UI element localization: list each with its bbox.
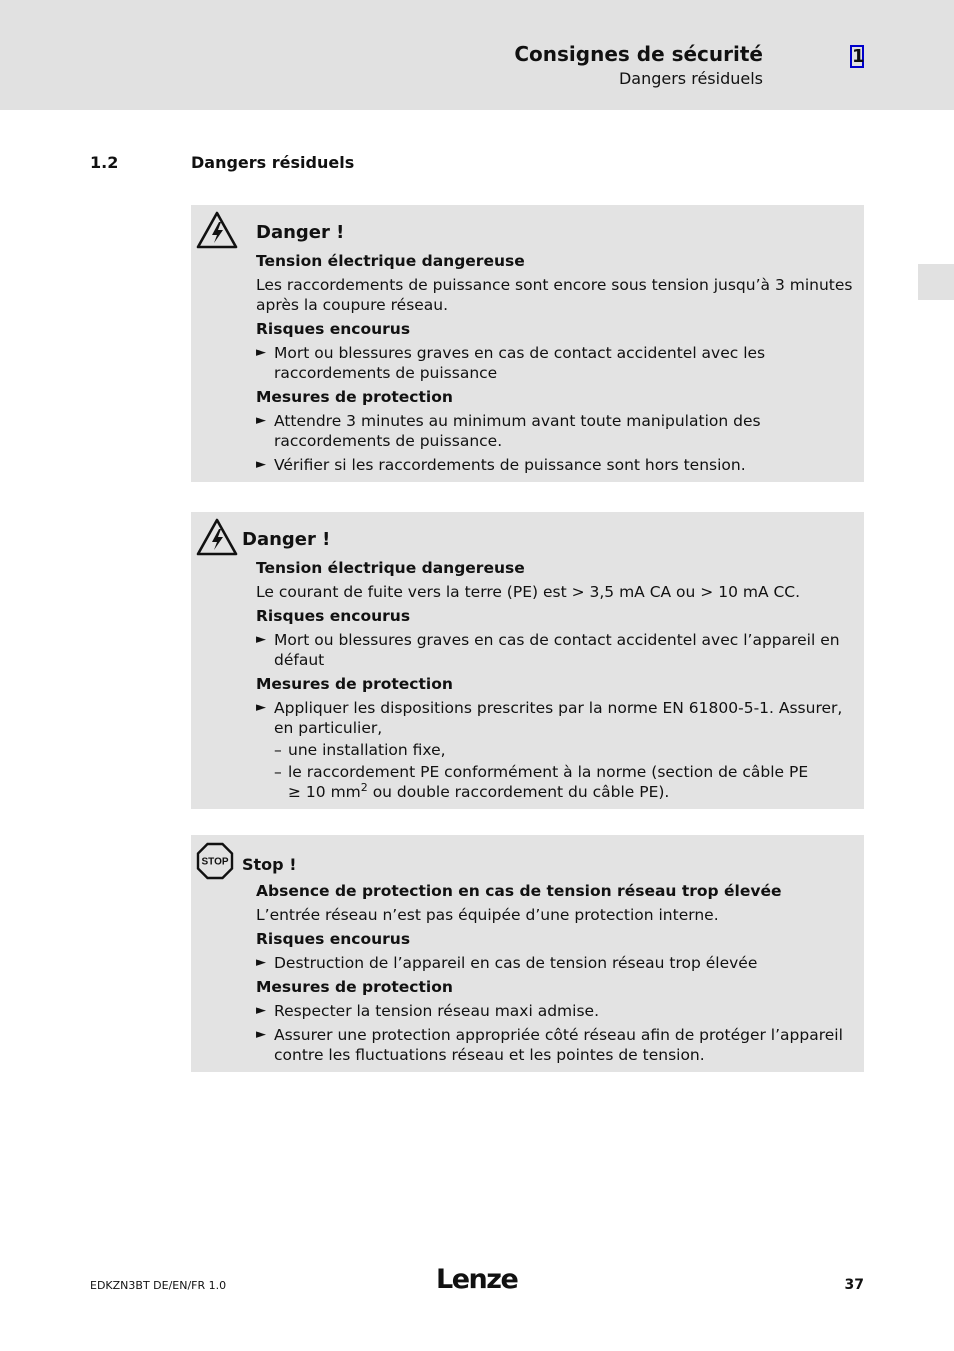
chapter-side-tab: [918, 264, 954, 300]
header-band: [0, 0, 954, 110]
bullet-arrow-icon: ►: [256, 700, 266, 715]
bullet-arrow-icon: ►: [256, 1027, 266, 1042]
header-subtitle: Dangers résiduels: [618, 69, 763, 88]
dash-item: – une installation fixe,: [274, 741, 446, 759]
header-title: Consignes de sécurité: [514, 42, 763, 66]
hazard-title: Tension électrique dangereuse: [256, 252, 525, 270]
measure-item: ► Assurer une protection appropriée côté réseau afin de protéger l’appareil contre les fluctuations réseau et les pointes de tension.: [256, 1026, 843, 1064]
risk-item: ► Destruction de l’appareil en cas de tension réseau trop élevée: [256, 954, 758, 972]
risk-item: ► Mort ou blessures graves en cas de contact accidentel avec les raccordements de puissance: [256, 344, 766, 382]
bullet-arrow-icon: ►: [256, 413, 266, 428]
hazard-text: Les raccordements de puissance sont encore sous tension jusqu’à 3 minutes après la coupure réseau.: [256, 276, 853, 314]
risk-item: ► Mort ou blessures graves en cas de contact accidentel avec l’appareil en défaut: [256, 631, 840, 669]
hazard-text: L’entrée réseau n’est pas équipée d’une protection interne.: [256, 906, 719, 924]
risks-label: Risques encourus: [256, 607, 411, 625]
danger-heading: Danger !: [256, 222, 345, 243]
measures-label: Mesures de protection: [256, 978, 453, 996]
stop-heading: Stop !: [242, 855, 297, 874]
stop-box: [191, 835, 864, 1072]
danger-heading: Danger !: [242, 529, 331, 550]
danger-box-1: [191, 205, 864, 482]
chapter-number[interactable]: 1: [852, 46, 865, 67]
svg-text:STOP: STOP: [201, 856, 229, 868]
bullet-arrow-icon: ►: [256, 1003, 266, 1018]
stop-icon: [196, 842, 234, 880]
electric-warning-icon: [196, 211, 238, 249]
bullet-arrow-icon: ►: [256, 345, 266, 360]
document-id: EDKZN3BT DE/EN/FR 1.0: [90, 1279, 227, 1292]
electric-warning-icon: [196, 518, 238, 556]
measure-item: ► Vérifier si les raccordements de puissance sont hors tension.: [256, 456, 746, 474]
bullet-arrow-icon: ►: [256, 632, 266, 647]
dash-item: – le raccordement PE conformément à la norme (section de câble PE ≥ 10 $mm^2$ ou double raccordement du câble PE).: [274, 763, 809, 801]
bullet-arrow-icon: ►: [256, 457, 266, 472]
hazard-title: Absence de protection en cas de tension réseau trop élevée: [256, 882, 782, 900]
lenze-logo: Lenze: [436, 1264, 518, 1295]
section-number: 1.2: [90, 153, 119, 172]
section-title: Dangers résiduels: [191, 153, 355, 172]
danger-box-2: [191, 512, 864, 809]
measures-label: Mesures de protection: [256, 675, 453, 693]
measure-item: ► Respecter la tension réseau maxi admise.: [256, 1002, 599, 1020]
measures-label: Mesures de protection: [256, 388, 453, 406]
measure-item: ► Attendre 3 minutes au minimum avant toute manipulation des raccordements de puissance.: [256, 412, 761, 450]
page-number: 37: [844, 1277, 864, 1293]
hazard-text: Le courant de fuite vers la terre (PE) est > 3,5 mA CA ou > 10 mA CC.: [256, 583, 801, 601]
bullet-arrow-icon: ►: [256, 955, 266, 970]
risks-label: Risques encourus: [256, 930, 411, 948]
hazard-title: Tension électrique dangereuse: [256, 559, 525, 577]
risks-label: Risques encourus: [256, 320, 411, 338]
measure-item: ► Appliquer les dispositions prescrites par la norme EN 61800-5-1. Assurer, en particulier, – une installation fixe, – le raccordement PE conformément à la norme (section de câble PE ≥ 10 $mm^2$ ou double raccordement du câble PE).: [256, 698, 854, 802]
